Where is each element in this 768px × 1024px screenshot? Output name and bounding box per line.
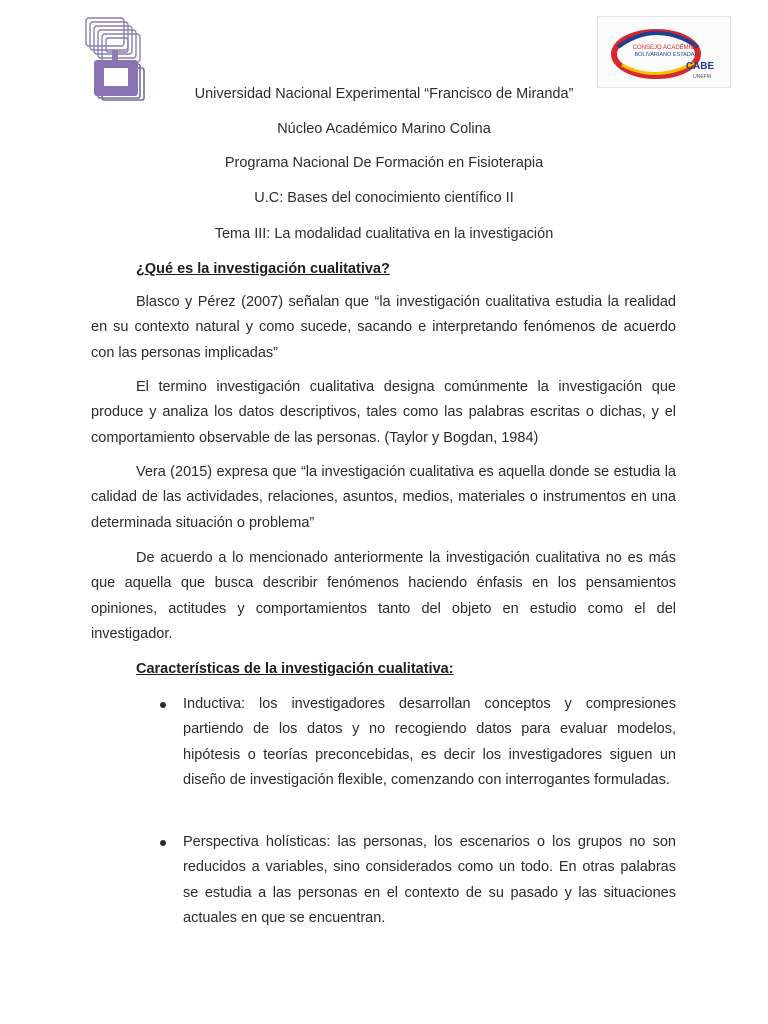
header-course: U.C: Bases del conocimiento científico II — [254, 190, 514, 206]
paragraph: De acuerdo a lo mencionado anteriormente la investigación cualitativa no es más que aquella que busca describir fenómenos haciendo énfasis en los pensamientos opiniones, actitudes y comportamientos tanto del objeto en estudio como el del investigador. — [91, 550, 676, 642]
logo-sub: UNEFM — [693, 74, 711, 80]
cabe-logo-icon — [597, 16, 731, 88]
bullet-icon — [160, 840, 166, 846]
header-nucleus: Núcleo Académico Marino Colina — [277, 121, 491, 137]
logo-line2: BOLIVARIANO ESTADAL — [634, 52, 698, 58]
paragraph: Vera (2015) expresa que “la investigación cualitativa es aquella donde se estudia la calidad de las actividades, relaciones, asuntos, medios, materiales o instrumentos en una determinada situación o problema” — [91, 464, 676, 531]
header-university: Universidad Nacional Experimental “Francisco de Miranda” — [194, 86, 574, 102]
paragraph: El termino investigación cualitativa designa comúnmente la investigación que produce y analiza los datos descriptivos, tales como las palabras escritas o dichas, y el comportamiento observable de las personas. (Taylor y Bogdan, 1984) — [91, 379, 676, 446]
section1-heading: ¿Qué es la investigación cualitativa? — [136, 261, 390, 277]
logo-name: CABE — [685, 61, 715, 72]
header-topic: Tema III: La modalidad cualitativa en la investigación — [214, 226, 554, 242]
section2-heading: Características de la investigación cualitativa: — [136, 661, 454, 677]
paragraph: Blasco y Pérez (2007) señalan que “la investigación cualitativa estudia la realidad en su contexto natural y como sucede, sacando e interpretando fenómenos de acuerdo con las personas implicadas” — [91, 294, 676, 361]
header-program: Programa Nacional De Formación en Fisioterapia — [224, 155, 544, 171]
list-item-text: Perspectiva holísticas: las personas, los escenarios o los grupos no son reducidos a variables, sino considerados como un todo. En otras palabras se estudia a las personas en el contexto de su pasado y las situaciones actuales en que se encuentran. — [183, 834, 676, 926]
logo-line1: CONSEJO ACADÉMICO — [632, 45, 700, 51]
list-item-text: Inductiva: los investigadores desarrollan conceptos y compresiones partiendo de los datos y no recogiendo datos para evaluar modelos, hipótesis o teorías preconcebidas, es decir los investigadores siguen un diseño de investigación flexible, comenzando con interrogantes formuladas. — [183, 696, 676, 788]
bullet-icon — [160, 702, 166, 708]
